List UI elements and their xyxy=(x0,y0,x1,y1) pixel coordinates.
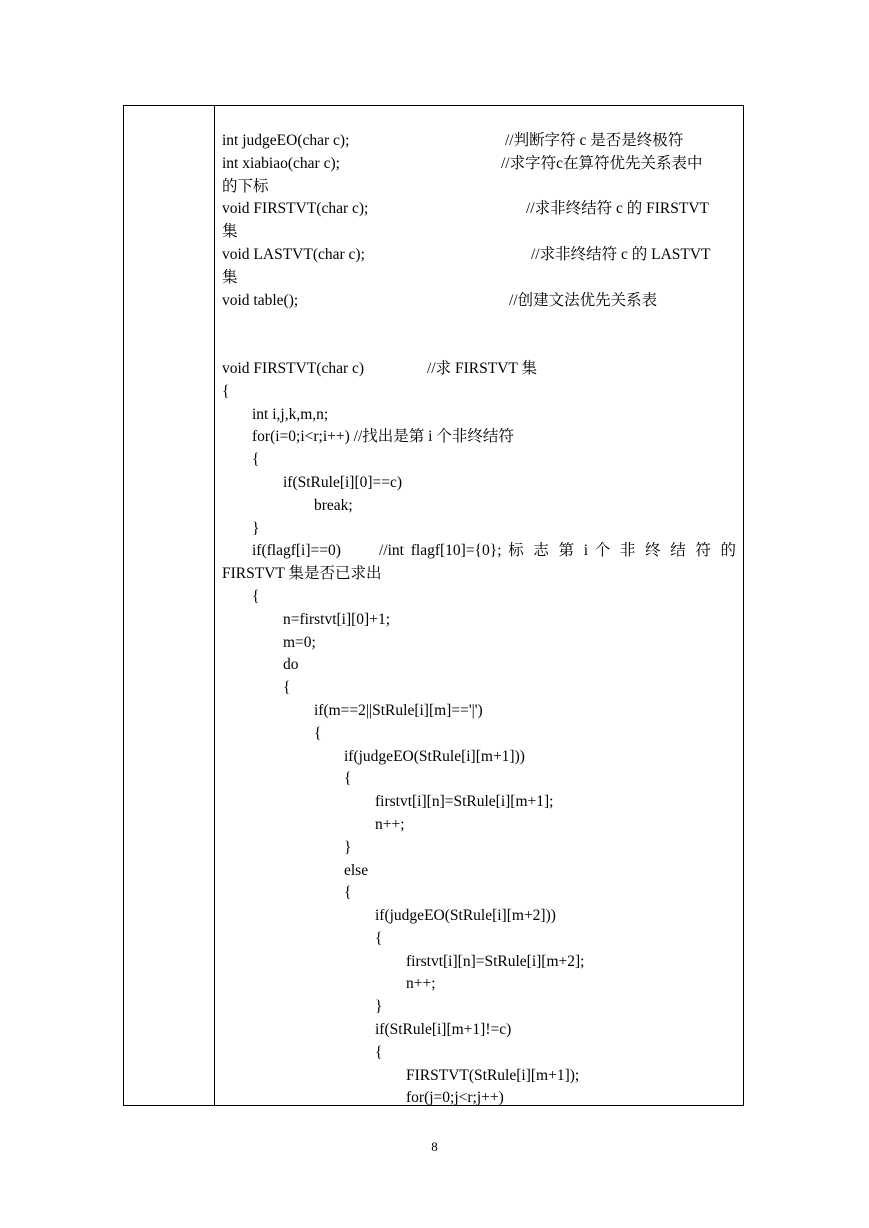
code-line xyxy=(222,905,736,928)
code-line xyxy=(222,928,736,951)
code-line xyxy=(222,381,736,404)
code-line xyxy=(222,882,736,905)
code-text: { xyxy=(314,724,322,742)
code-line xyxy=(222,609,736,632)
code-line xyxy=(222,312,736,335)
code-line xyxy=(222,563,736,586)
code-table xyxy=(123,105,744,1106)
code-line xyxy=(222,837,736,860)
code-text: if(StRule[i][m+1]!=c) xyxy=(375,1021,512,1039)
code-line xyxy=(222,130,736,153)
code-text: FIRSTVT(StRule[i][m+1]); xyxy=(406,1066,580,1084)
code-text: { xyxy=(252,587,260,605)
code-text: { xyxy=(252,451,260,469)
label-column xyxy=(124,106,215,1105)
code-line xyxy=(222,221,736,244)
code-line xyxy=(222,267,736,290)
code-line xyxy=(222,814,736,837)
code-text: if(StRule[i][0]==c) xyxy=(283,473,403,491)
code-comment: //求 FIRSTVT 集 xyxy=(427,359,537,377)
code-text: { xyxy=(283,679,291,697)
code-text: 集 xyxy=(222,268,238,286)
page-number: 8 xyxy=(431,1139,438,1154)
code-line xyxy=(222,654,736,677)
code-line xyxy=(222,586,736,609)
code-text: { xyxy=(375,929,383,947)
code-line xyxy=(222,404,736,427)
code-text: } xyxy=(375,998,383,1016)
code-line xyxy=(222,1065,736,1088)
code-text: n++; xyxy=(406,975,436,993)
code-text: if(flagf[i]==0) xyxy=(252,542,341,560)
code-text: int judgeEO(char c); xyxy=(222,132,350,149)
code-line xyxy=(222,973,736,996)
code-line xyxy=(222,540,736,563)
code-text: void table(); xyxy=(222,291,299,309)
code-text: FIRSTVT 集是否已求出 xyxy=(222,565,382,583)
code-line xyxy=(222,1042,736,1065)
code-line xyxy=(222,791,736,814)
code-text: if(judgeEO(StRule[i][m+2])) xyxy=(375,907,556,925)
code-text: int i,j,k,m,n; xyxy=(252,405,329,423)
code-line xyxy=(222,198,736,221)
code-comment: //求字符c在算符优先关系表中 xyxy=(501,154,703,172)
code-comment: //判断字符 c 是否是终极符 xyxy=(505,132,684,149)
code-line xyxy=(222,723,736,746)
code-line xyxy=(222,951,736,974)
code-line xyxy=(222,472,736,495)
code-line xyxy=(222,677,736,700)
code-text: { xyxy=(375,1043,383,1061)
code-text: n++; xyxy=(375,815,405,833)
code-text: if(m==2||StRule[i][m]=='|') xyxy=(314,701,483,719)
code-line xyxy=(222,290,736,313)
code-text: n=firstvt[i][0]+1; xyxy=(283,610,391,628)
code-text: if(judgeEO(StRule[i][m+1])) xyxy=(344,747,525,765)
code-text: firstvt[i][n]=StRule[i][m+1]; xyxy=(375,793,554,811)
code-line xyxy=(222,1019,736,1042)
code-line xyxy=(222,860,736,883)
code-line xyxy=(222,426,736,449)
code-text: } xyxy=(252,519,260,537)
code-line xyxy=(222,153,736,176)
code-text: for(i=0;i<r;i++) //找出是第 i 个非终结符 xyxy=(252,428,514,446)
code-line xyxy=(222,632,736,655)
code-block xyxy=(222,130,736,1110)
code-text: for(j=0;j<r;j++) xyxy=(406,1089,504,1107)
code-line xyxy=(222,176,736,199)
code-text: 的下标 xyxy=(222,177,269,195)
code-text: void LASTVT(char c); xyxy=(222,245,365,263)
code-text: m=0; xyxy=(283,633,316,651)
code-text: else xyxy=(344,861,369,879)
code-text: { xyxy=(222,382,230,400)
code-line xyxy=(222,746,736,769)
code-line xyxy=(222,335,736,358)
code-line xyxy=(222,244,736,267)
code-text: firstvt[i][n]=StRule[i][m+2]; xyxy=(406,952,585,970)
code-line xyxy=(222,700,736,723)
code-text: void FIRSTVT(char c); xyxy=(222,200,369,218)
code-line xyxy=(222,495,736,518)
code-text: 集 xyxy=(222,223,238,241)
code-text: { xyxy=(344,884,352,902)
code-text: int xiabiao(char c); xyxy=(222,154,340,172)
code-comment: //求非终结符 c 的 FIRSTVT xyxy=(526,200,709,218)
code-line xyxy=(222,518,736,541)
code-text: void FIRSTVT(char c) xyxy=(222,359,365,377)
code-line xyxy=(222,449,736,472)
code-comment: //int flagf[10]={0}; 标 志 第 i 个 非 终 结 符 的 xyxy=(379,542,736,560)
code-comment: //创建文法优先关系表 xyxy=(509,291,658,309)
code-line xyxy=(222,996,736,1019)
code-line xyxy=(222,358,736,381)
code-text: break; xyxy=(314,496,353,514)
code-text: } xyxy=(344,838,352,856)
code-comment: //求非终结符 c 的 LASTVT xyxy=(531,245,711,263)
code-line xyxy=(222,1087,736,1110)
code-text: do xyxy=(283,656,299,674)
code-line xyxy=(222,768,736,791)
code-text: { xyxy=(344,770,352,788)
